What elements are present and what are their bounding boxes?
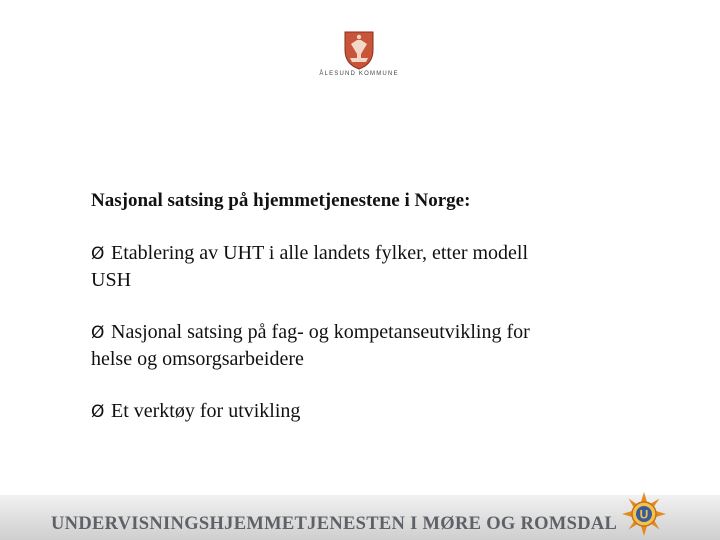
footer-title: UNDERVISNINGSHJEMMETJENESTEN I MØRE OG ROMSDAL — [51, 514, 618, 534]
slide-heading: Nasjonal satsing på hjemmetjenestene i Norge: — [91, 190, 471, 211]
emblem-letter: U — [639, 507, 649, 522]
arrow-bullet-icon: Ø — [91, 244, 105, 264]
bullet-text-line: Etablering av UHT i alle landets fylker, etter modell — [111, 242, 529, 264]
arrow-bullet-icon: Ø — [91, 402, 105, 422]
coat-of-arms-icon — [340, 28, 378, 70]
municipality-logo — [300, 24, 418, 84]
sun-emblem-icon — [620, 490, 668, 538]
municipality-name: ÅLESUND KOMMUNE — [319, 71, 399, 77]
bullet-item-3 — [91, 398, 651, 425]
bullet-text-line: helse og omsorgsarbeidere — [91, 348, 304, 370]
arrow-bullet-icon: Ø — [91, 323, 105, 343]
bullet-text-line: Et verktøy for utvikling — [111, 400, 301, 422]
bullet-text-line: Nasjonal satsing på fag- og kompetanseutvikling for — [111, 321, 530, 343]
bullet-item-2 — [91, 319, 651, 372]
bullet-item-1 — [91, 240, 651, 293]
bullet-text-line: USH — [91, 269, 132, 291]
slide-content — [91, 188, 651, 451]
